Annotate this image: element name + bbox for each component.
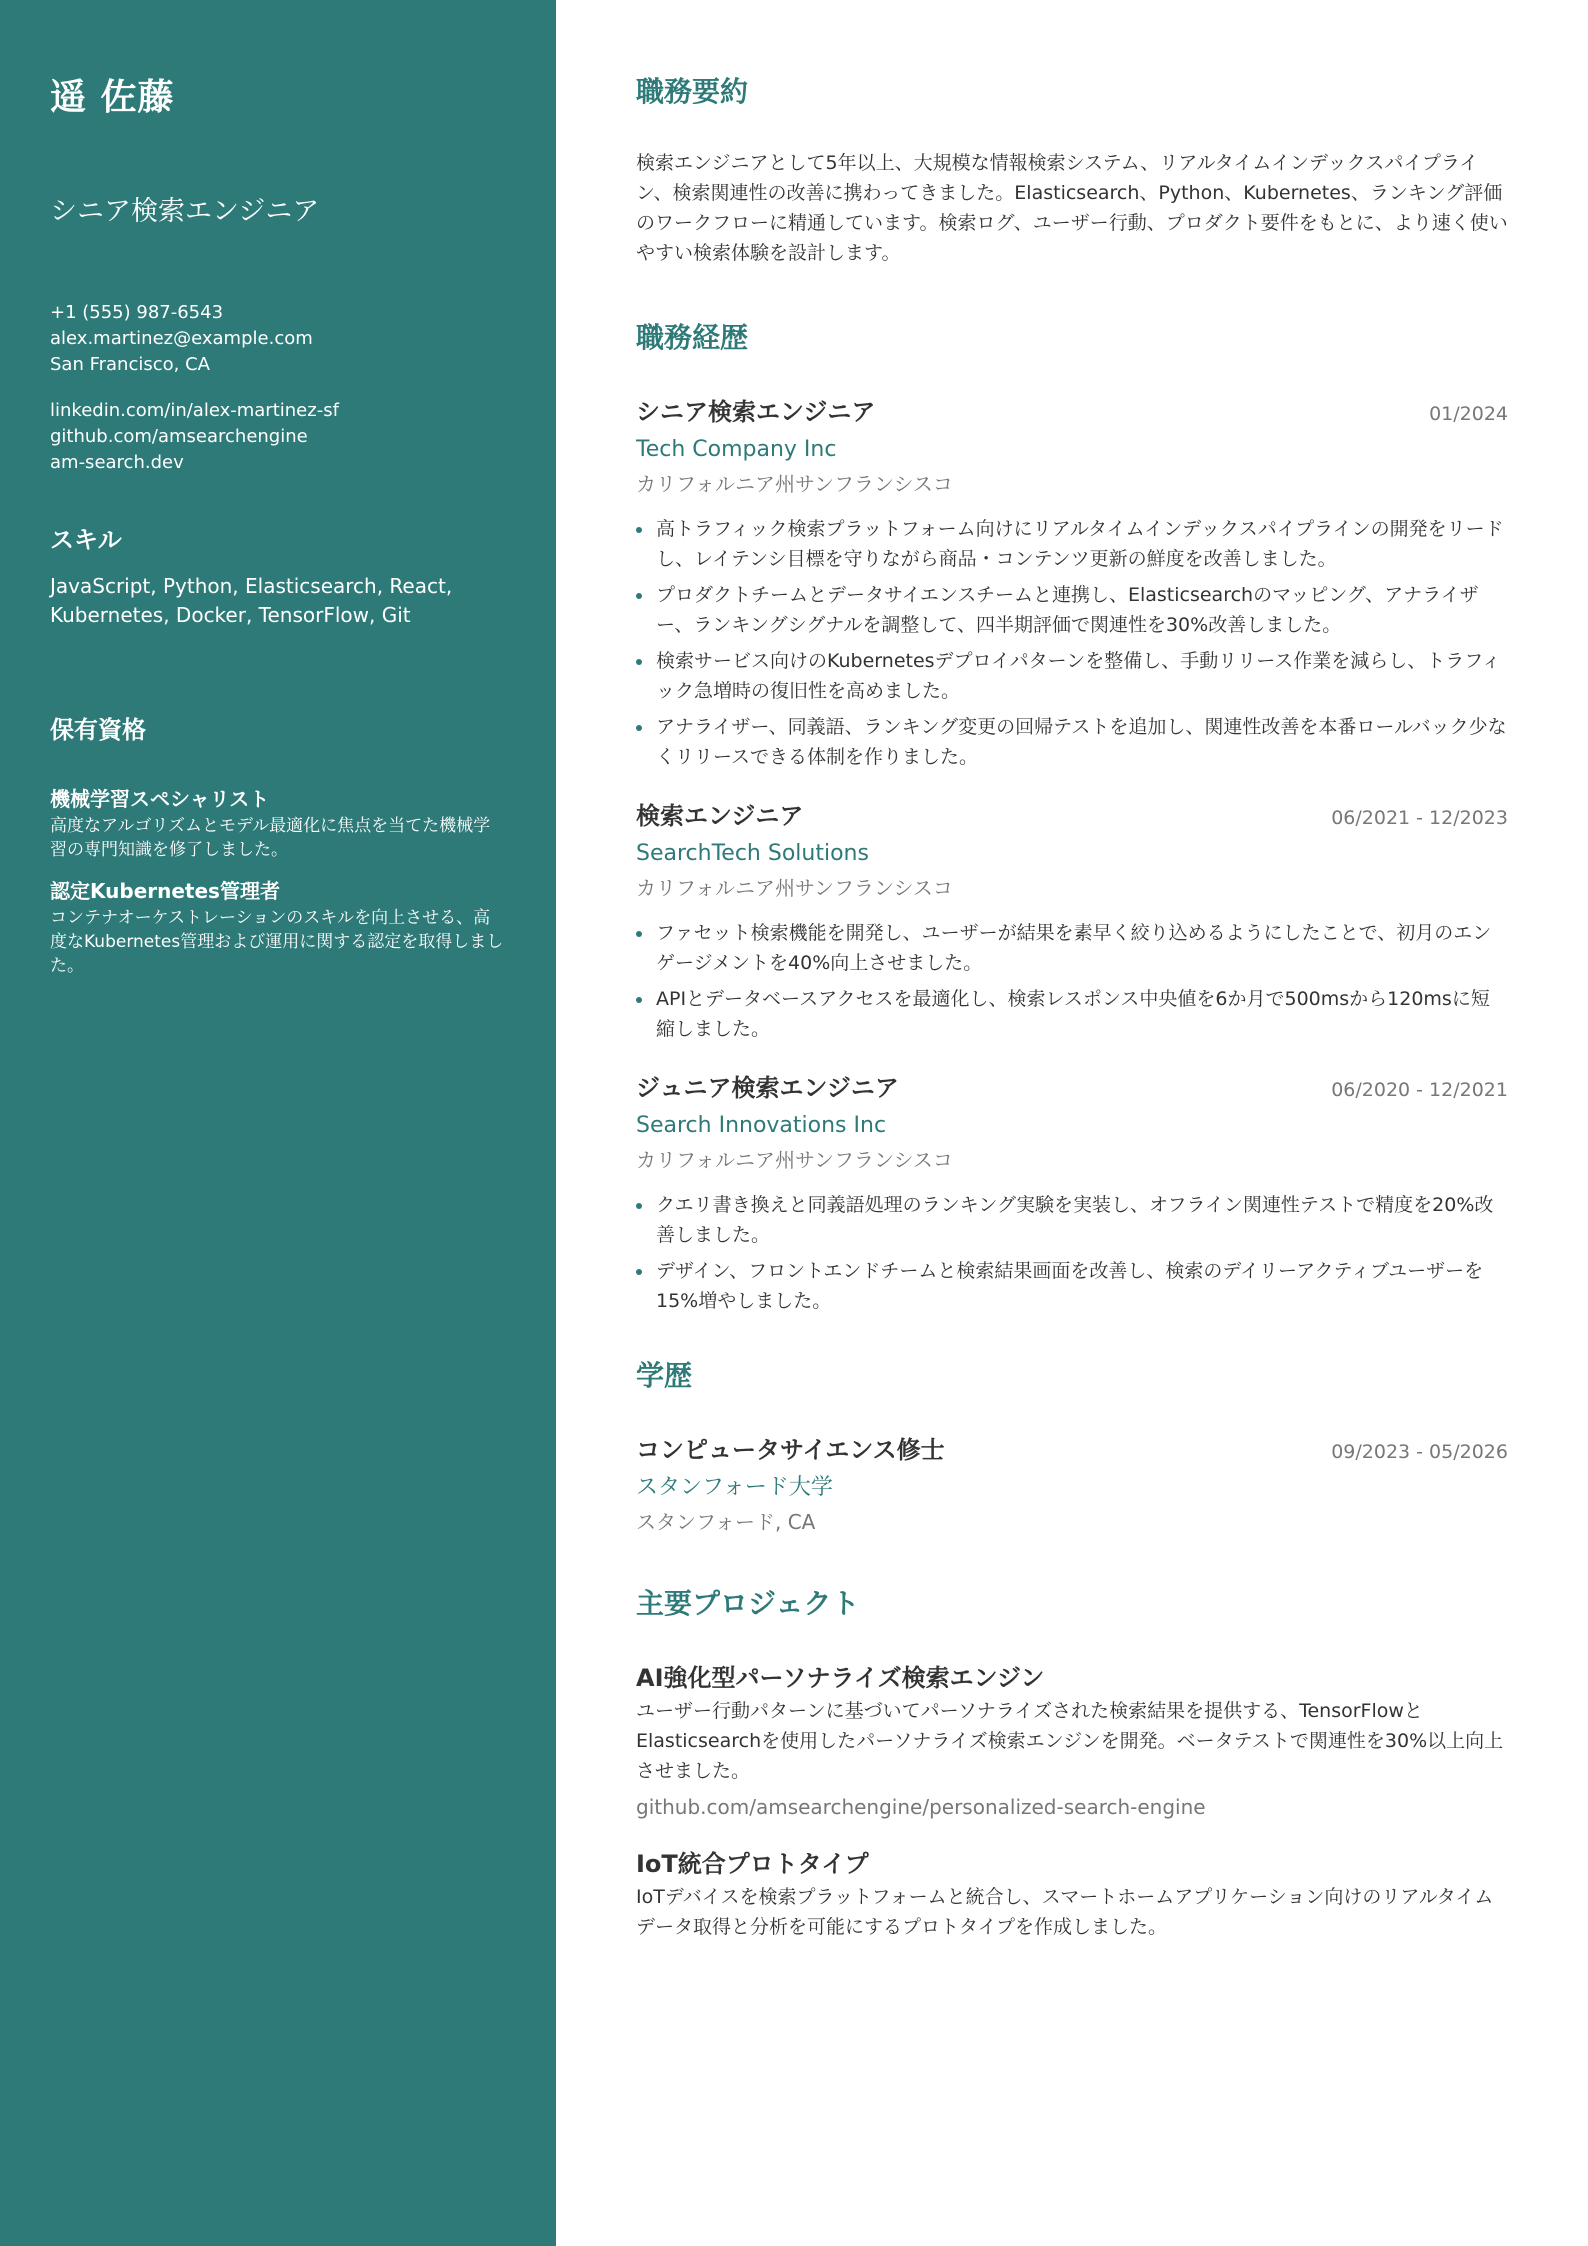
company-location: カリフォルニア州サンフランシスコ: [636, 876, 953, 900]
education-entry: [636, 1432, 1508, 1538]
education-date: 09/2023 - 05/2026: [1331, 1441, 1508, 1463]
company-location: カリフォルニア州サンフランシスコ: [636, 472, 953, 496]
achievements-list: [636, 918, 1508, 1044]
github-link[interactable]: github.com/amsearchengine: [50, 426, 308, 447]
skills-list: JavaScript, Python, Elasticsearch, React, Kubernetes, Docker, TensorFlow, Git: [50, 574, 453, 627]
position-title: ジュニア検索エンジニア: [636, 1074, 899, 1102]
position-date: 06/2020 - 12/2021: [1331, 1079, 1508, 1101]
project-description: ユーザー行動パターンに基づいてパーソナライズされた検索結果を提供する、TensorFlowとElasticsearchを使用したパーソナライズ検索エンジンを開発。ベータテストで関連性を30%以上向上させました。: [636, 1700, 1504, 1782]
main-content: [636, 0, 1508, 1942]
achievement-item: デザイン、フロントエンドチームと検索結果画面を改善し、検索のデイリーアクティブユーザーを15%増やしました。: [636, 1256, 1508, 1316]
experience-heading: 職務経歴: [636, 321, 749, 354]
achievement-item: アナライザー、同義語、ランキング変更の回帰テストを追加し、関連性改善を本番ロールバック少なくリリースできる体制を作りました。: [636, 712, 1508, 772]
achievement-item: 高トラフィック検索プラットフォーム向けにリアルタイムインデックスパイプラインの開発をリードし、レイテンシ目標を守りながら商品・コンテンツ更新の鮮度を改善しました。: [636, 514, 1508, 574]
achievements-list: [636, 1190, 1508, 1316]
project-link[interactable]: github.com/amsearchengine/personalized-search-engine: [636, 1795, 1206, 1819]
certification-description: 高度なアルゴリズムとモデル最適化に焦点を当てた機械学習の専門知識を修了しました。: [50, 816, 491, 860]
contact-links: [50, 398, 506, 476]
certification-name: 認定Kubernetes管理者: [50, 879, 280, 903]
position-date: 06/2021 - 12/2023: [1331, 807, 1508, 829]
certification-description: コンテナオーケストレーションのスキルを向上させる、高度なKubernetes管理および運用に関する認定を取得しました。: [50, 908, 504, 976]
school-location: スタンフォード, CA: [636, 1510, 816, 1534]
position-date: 01/2024: [1429, 403, 1508, 425]
project-description: IoTデバイスを検索プラットフォームと統合し、スマートホームアプリケーション向けのリアルタイムデータ取得と分析を可能にするプロトタイプを作成しました。: [636, 1886, 1494, 1938]
company-name: SearchTech Solutions: [636, 841, 869, 866]
school-name: スタンフォード大学: [636, 1475, 833, 1500]
position-title: 検索エンジニア: [636, 802, 804, 830]
certifications-heading: 保有資格: [50, 716, 146, 744]
position-title: シニア検索エンジニア: [636, 398, 876, 426]
achievement-item: プロダクトチームとデータサイエンスチームと連携し、Elasticsearchのマッピング、アナライザー、ランキングシグナルを調整して、四半期評価で関連性を30%改善しました。: [636, 580, 1508, 640]
sidebar: [0, 0, 556, 2246]
project-entry: [636, 1660, 1508, 1824]
achievement-item: ファセット検索機能を開発し、ユーザーが結果を素早く絞り込めるようにしたことで、初月のエンゲージメントを40%向上させました。: [636, 918, 1508, 978]
projects-heading: 主要プロジェクト: [636, 1587, 860, 1620]
achievement-item: クエリ書き換えと同義語処理のランキング実験を実装し、オフライン関連性テストで精度を20%改善しました。: [636, 1190, 1508, 1250]
experience-entry: [636, 798, 1508, 1044]
experience-entry: [636, 394, 1508, 772]
company-name: Tech Company Inc: [636, 437, 837, 462]
contact-info: [50, 300, 506, 378]
summary-heading: 職務要約: [636, 75, 749, 108]
certification-item: [50, 784, 506, 862]
experience-entry: [636, 1070, 1508, 1316]
website-link[interactable]: am-search.dev: [50, 452, 184, 473]
project-entry: [636, 1846, 1508, 1942]
email[interactable]: alex.martinez@example.com: [50, 328, 313, 349]
education-heading: 学歴: [636, 1359, 693, 1392]
phone: +1 (555) 987-6543: [50, 302, 224, 323]
candidate-name: 遥 佐藤: [50, 77, 175, 118]
certification-item: [50, 876, 506, 978]
company-name: Search Innovations Inc: [636, 1113, 887, 1138]
company-location: カリフォルニア州サンフランシスコ: [636, 1148, 953, 1172]
achievements-list: [636, 514, 1508, 772]
summary-text: 検索エンジニアとして5年以上、大規模な情報検索システム、リアルタイムインデックスパイプライン、検索関連性の改善に携わってきました。Elasticsearch、Python、Kubernetes、ランキング評価のワークフローに精通しています。検索ログ、ユーザー行動、プロダクト要件をもとに、より速く使いやすい検索体験を設計します。: [636, 152, 1508, 264]
achievement-item: 検索サービス向けのKubernetesデプロイパターンを整備し、手動リリース作業を減らし、トラフィック急増時の復旧性を高めました。: [636, 646, 1508, 706]
linkedin-link[interactable]: linkedin.com/in/alex-martinez-sf: [50, 400, 339, 421]
certifications-list: [50, 784, 506, 978]
achievement-item: APIとデータベースアクセスを最適化し、検索レスポンス中央値を6か月で500msから120msに短縮しました。: [636, 984, 1508, 1044]
location: San Francisco, CA: [50, 354, 210, 375]
project-name: IoT統合プロトタイプ: [636, 1850, 869, 1878]
degree-title: コンピュータサイエンス修士: [636, 1436, 945, 1464]
job-title: シニア検索エンジニア: [50, 196, 320, 227]
skills-heading: スキル: [50, 526, 122, 554]
project-name: AI強化型パーソナライズ検索エンジン: [636, 1664, 1045, 1692]
certification-name: 機械学習スペシャリスト: [50, 787, 270, 811]
